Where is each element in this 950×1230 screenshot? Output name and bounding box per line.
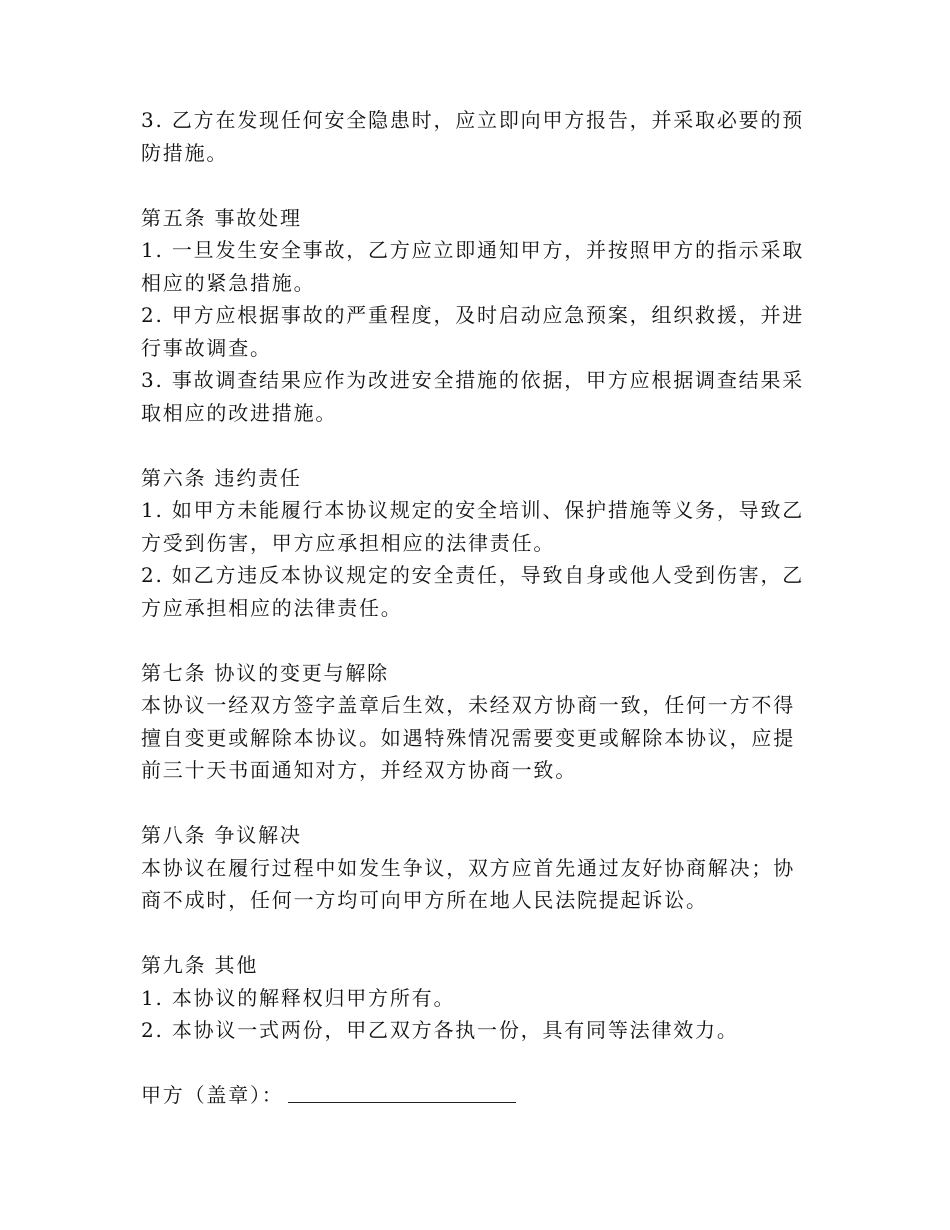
article-5 (141, 202, 806, 430)
text-line: 3. 乙方在发现任何安全隐患时，应立即向甲方报告，并采取必要的预 (141, 108, 805, 132)
signature-underline (288, 1082, 516, 1103)
text-line: 相应的紧急措施。 (141, 270, 316, 295)
text-line: 擅自变更或解除本协议。如遇特殊情况需要变更或解除本协议，应提 (141, 725, 795, 750)
text-line: 3. 事故调查结果应作为改进安全措施的依据，甲方应根据调查结果采 (141, 368, 805, 392)
text-line: 1. 本协议的解释权归甲方所有。 (141, 985, 456, 1010)
article-6 (141, 462, 806, 625)
text-line: 前三十天书面通知对方，并经双方协商一致。 (141, 758, 577, 782)
text-line: 本协议一经双方签字盖章后生效，未经双方协商一致，任何一方不得 (141, 693, 795, 717)
signature-block (141, 1079, 806, 1112)
article-7 (141, 657, 806, 787)
text-line: 商不成时，任何一方均可向甲方所在地人民法院提起诉讼。 (141, 888, 708, 912)
text-line: 2. 甲方应根据事故的严重程度，及时启动应急预案，组织救援，并进 (141, 303, 805, 327)
article-8 (141, 819, 806, 917)
party-a-label: 甲方（盖章）： (141, 1083, 284, 1107)
text-line: 1. 一旦发生安全事故，乙方应立即通知甲方，并按照甲方的指示采取 (141, 238, 805, 262)
text-line: 1. 如甲方未能履行本协议规定的安全培训、保护措施等义务，导致乙 (141, 498, 805, 522)
party-a-signature-line (141, 1079, 806, 1112)
document-page (141, 104, 806, 1112)
clause-4-3 (141, 104, 806, 169)
text-line: 取相应的改进措施。 (141, 400, 338, 425)
article-heading: 第五条 事故处理 (141, 205, 302, 230)
article-heading: 第七条 协议的变更与解除 (141, 660, 389, 685)
text-line: 2. 如乙方违反本协议规定的安全责任，导致自身或他人受到伤害，乙 (141, 563, 805, 587)
text-line: 防措施。 (141, 140, 229, 165)
text-line: 方应承担相应的法律责任。 (141, 595, 403, 620)
article-heading: 第六条 违约责任 (141, 465, 302, 490)
article-9 (141, 949, 806, 1047)
text-line: 2. 本协议一式两份，甲乙双方各执一份，具有同等法律效力。 (141, 1018, 739, 1042)
text-line: 行事故调查。 (141, 335, 272, 360)
article-heading: 第九条 其他 (141, 953, 259, 977)
article-heading: 第八条 争议解决 (141, 823, 302, 847)
text-line: 本协议在履行过程中如发生争议，双方应首先通过友好协商解决；协 (141, 855, 795, 880)
text-line: 方受到伤害，甲方应承担相应的法律责任。 (141, 530, 556, 555)
